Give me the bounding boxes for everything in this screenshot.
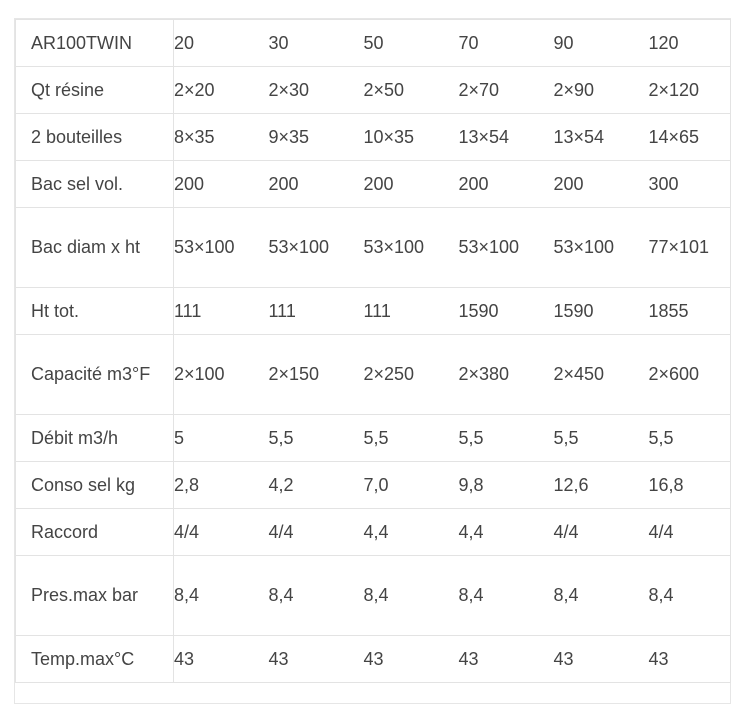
row-label: Qt résine <box>16 67 174 114</box>
table-cell: 10×35 <box>364 114 459 161</box>
table-cell: 200 <box>269 161 364 208</box>
table-cell: 5,5 <box>554 415 649 462</box>
table-cell: 2×120 <box>649 67 731 114</box>
table-cell: 9,8 <box>459 462 554 509</box>
table-cell: 13×54 <box>554 114 649 161</box>
row-label: Raccord <box>16 509 174 556</box>
table-cell: 1590 <box>459 288 554 335</box>
table-cell: 111 <box>269 288 364 335</box>
table-cell: 200 <box>174 161 269 208</box>
table-header-row <box>16 20 731 67</box>
table-cell: 43 <box>554 636 649 683</box>
table-cell: 4,2 <box>269 462 364 509</box>
header-cell: 120 <box>649 20 731 67</box>
table-cell: 4/4 <box>174 509 269 556</box>
spec-table <box>15 19 731 683</box>
table-row <box>16 208 731 288</box>
table-cell: 2×90 <box>554 67 649 114</box>
table-cell: 5,5 <box>269 415 364 462</box>
table-cell: 43 <box>649 636 731 683</box>
table-cell: 5,5 <box>364 415 459 462</box>
row-label: Conso sel kg <box>16 462 174 509</box>
table-row <box>16 161 731 208</box>
table-cell: 8,4 <box>649 556 731 636</box>
header-cell: 20 <box>174 20 269 67</box>
table-cell: 2×450 <box>554 335 649 415</box>
table-cell: 4/4 <box>554 509 649 556</box>
table-cell: 16,8 <box>649 462 731 509</box>
row-label: Temp.max°C <box>16 636 174 683</box>
table-row <box>16 335 731 415</box>
table-cell: 4/4 <box>269 509 364 556</box>
table-cell: 2×250 <box>364 335 459 415</box>
table-cell: 8,4 <box>269 556 364 636</box>
table-cell: 8,4 <box>174 556 269 636</box>
table-row <box>16 288 731 335</box>
table-cell: 1855 <box>649 288 731 335</box>
table-cell: 43 <box>364 636 459 683</box>
table-cell: 8×35 <box>174 114 269 161</box>
table-cell: 4,4 <box>459 509 554 556</box>
table-cell: 43 <box>459 636 554 683</box>
table-cell: 200 <box>459 161 554 208</box>
table-cell: 2×70 <box>459 67 554 114</box>
table-cell: 53×100 <box>554 208 649 288</box>
table-cell: 53×100 <box>174 208 269 288</box>
table-row <box>16 67 731 114</box>
table-cell: 77×101 <box>649 208 731 288</box>
header-cell: 70 <box>459 20 554 67</box>
table-cell: 8,4 <box>364 556 459 636</box>
table-cell: 8,4 <box>554 556 649 636</box>
row-label: Débit m3/h <box>16 415 174 462</box>
table-cell: 43 <box>269 636 364 683</box>
table-cell: 7,0 <box>364 462 459 509</box>
table-cell: 2,8 <box>174 462 269 509</box>
table-cell: 2×100 <box>174 335 269 415</box>
table-row <box>16 415 731 462</box>
table-cell: 8,4 <box>459 556 554 636</box>
table-cell: 43 <box>174 636 269 683</box>
row-label: 2 bouteilles <box>16 114 174 161</box>
header-cell: 50 <box>364 20 459 67</box>
table-row <box>16 556 731 636</box>
table-cell: 111 <box>174 288 269 335</box>
table-cell: 13×54 <box>459 114 554 161</box>
table-cell: 5,5 <box>459 415 554 462</box>
row-label: Pres.max bar <box>16 556 174 636</box>
table-cell: 111 <box>364 288 459 335</box>
table-cell: 9×35 <box>269 114 364 161</box>
table-row <box>16 509 731 556</box>
table-cell: 5,5 <box>649 415 731 462</box>
table-cell: 200 <box>364 161 459 208</box>
row-label: Ht tot. <box>16 288 174 335</box>
table-cell: 4/4 <box>649 509 731 556</box>
table-row <box>16 114 731 161</box>
table-cell: 1590 <box>554 288 649 335</box>
table-cell: 4,4 <box>364 509 459 556</box>
table-cell: 2×380 <box>459 335 554 415</box>
table-cell: 2×50 <box>364 67 459 114</box>
table-cell: 2×150 <box>269 335 364 415</box>
table-cell: 2×20 <box>174 67 269 114</box>
row-label: Bac sel vol. <box>16 161 174 208</box>
header-model: AR100TWIN <box>16 20 174 67</box>
table-cell: 300 <box>649 161 731 208</box>
table-cell: 53×100 <box>269 208 364 288</box>
table-cell: 12,6 <box>554 462 649 509</box>
table-cell: 2×600 <box>649 335 731 415</box>
row-label: Bac diam x ht <box>16 208 174 288</box>
header-cell: 30 <box>269 20 364 67</box>
table-cell: 200 <box>554 161 649 208</box>
row-label: Capacité m3°F <box>16 335 174 415</box>
header-cell: 90 <box>554 20 649 67</box>
table-cell: 2×30 <box>269 67 364 114</box>
table-row <box>16 636 731 683</box>
table-cell: 14×65 <box>649 114 731 161</box>
table-cell: 5 <box>174 415 269 462</box>
table-row <box>16 462 731 509</box>
table-cell: 53×100 <box>364 208 459 288</box>
table-cell: 53×100 <box>459 208 554 288</box>
